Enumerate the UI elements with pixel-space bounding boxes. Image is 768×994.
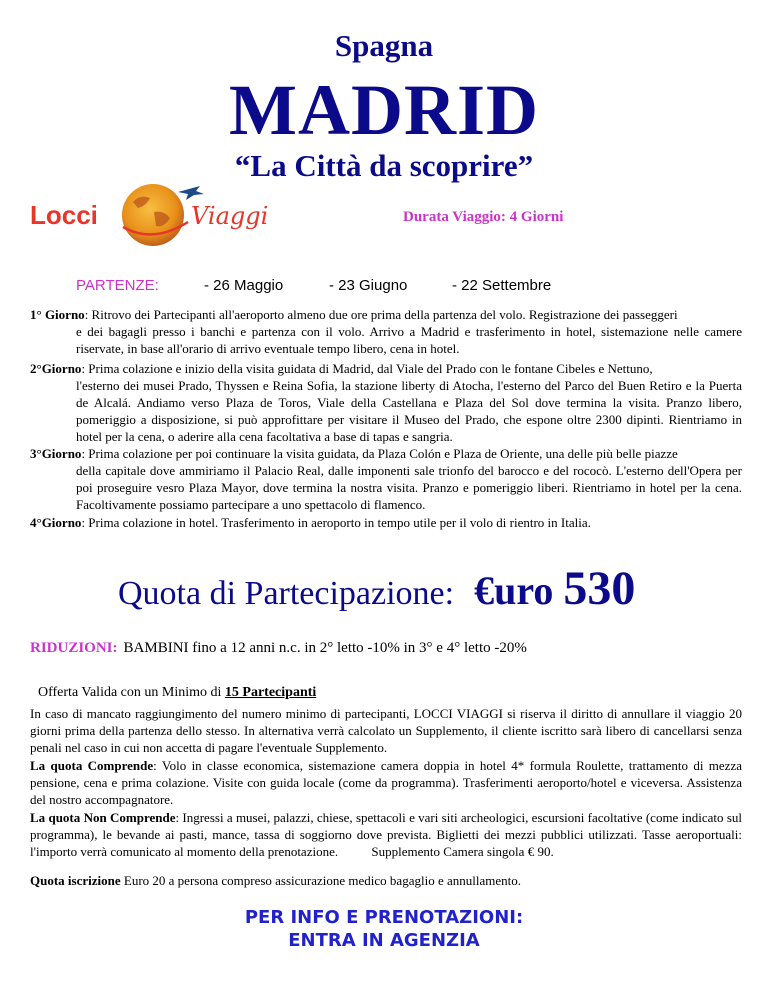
info-banner <box>0 906 768 952</box>
price-includes <box>30 757 742 808</box>
day-text-continued: e dei bagagli presso i banchi e partenza con il volo. Arrivo a Madrid e trasferimento in hotel, sistemazione nelle camere riservate, in base all'orario di arrivo eventuale tempo libero, cena in hotel. <box>76 324 742 356</box>
offer-validity <box>38 685 316 701</box>
day-text: : Ritrovo dei Partecipanti all'aeroporto almeno due ore prima della partenza del volo. Registrazione dei passeggeri <box>84 307 678 322</box>
day-label: 2°Giorno <box>30 361 82 376</box>
itinerary-day-4 <box>30 514 742 531</box>
price-currency: €uro <box>474 568 554 613</box>
price-line <box>118 561 635 616</box>
itinerary-day-1 <box>30 306 742 357</box>
registration-text: Euro 20 a persona compreso assicurazione medico bagaglio e annullamento. <box>120 873 521 888</box>
day-label: 1° Giorno <box>30 307 85 322</box>
country-title: Spagna <box>334 28 434 63</box>
includes-text: : Volo in classe economica, sistemazione camera doppia in hotel 4* formula Roulette, trattamento di mezza pensione, cena e prima colazione. Visite con guida locale (come da programma). Trasferimenti aeroporto/hotel e viceversa. Assistenza del nostro accompagnatore. <box>30 758 742 807</box>
reductions <box>30 640 527 657</box>
offer-minimum: 15 Partecipanti <box>224 685 317 700</box>
day-text-continued: della capitale dove ammiriamo il Palacio Real, dalle imponenti sale trionfo del barocco e del rococò. L'esterno dell'Opera per poi proseguire vesro Plaza Mayor, dove termina la nostra visita. Pranzo e pomeriggio liberi. Rientriamo in hotel per la cena. Facoltivamente possiamo partecipare a uno spettacolo di flamenco. <box>76 463 742 512</box>
price-amount: 530 <box>563 562 636 615</box>
globe-airplane-icon <box>28 182 273 252</box>
reductions-label: RIDUZIONI: <box>30 640 118 656</box>
logo-script-text: Viaggi <box>191 202 269 230</box>
day-text: : Prima colazione per poi continuare la visita guidata, da Plaza Colón e Plaza de Oriente, una delle più belle piazze <box>81 446 678 461</box>
offer-text: Offerta Valida con un Minimo di <box>38 685 225 700</box>
registration-label: Quota iscrizione <box>30 873 121 888</box>
logo-brand-text: Locci <box>30 200 98 230</box>
itinerary-day-3 <box>30 445 742 513</box>
excludes-text: : Ingressi a musei, palazzi, chiese, spettacoli e vari siti archeologici, escursioni facoltative (come indicato sul programma), le bevande ai pasti, mance, tassa di soggiorno dove prevista. Biglietti dei mezzi pubblici utilizzati. Tasse aeroportuali: l'importo verrà comunicato al momento della prenotazione. <box>30 810 742 859</box>
day-label: 4°Giorno <box>30 515 82 530</box>
price-excludes <box>30 809 742 860</box>
city-title: MADRID <box>229 70 539 150</box>
day-text-continued: l'esterno dei musei Prado, Thyssen e Reina Sofia, la stazione liberty di Atocha, l'esterno del Parco del Buen Retiro e la Puerta de Alcalá. Andiamo verso Plaza de Toros, Viale della Castellana e Plaza del Sol dove termina la visita. Pranzo libero, pomeriggio a disposizione, si può approfittare per visitare il Museo del Prado, che espone oltre 2300 dipinti. Rientriamo in hotel per la cena, o aderire alla cena facoltativa a base di tapas e sangria. <box>76 378 742 444</box>
departure-date: - 22 Settembre <box>452 277 552 294</box>
day-text: : Prima colazione in hotel. Trasferimento in aeroporto in tempo utile per il volo di rientro in Italia. <box>81 515 591 530</box>
registration-fee <box>30 872 742 889</box>
day-text: : Prima colazione e inizio della visita guidata di Madrid, dal Viale del Prado con le fontane Cibeles e Nettuno, <box>81 361 653 376</box>
includes-label: La quota Comprende <box>30 758 154 773</box>
trip-duration: Durata Viaggio: 4 Giorni <box>403 209 564 225</box>
tagline: “La Città da scoprire” <box>234 148 534 183</box>
reductions-text: BAMBINI fino a 12 anni n.c. in 2° letto -10% in 3° e 4° letto -20% <box>123 640 527 656</box>
departures-label: PARTENZE: <box>76 277 159 294</box>
cancellation-terms: In caso di mancato raggiungimento del numero minimo di partecipanti, LOCCI VIAGGI si riserva il diritto di annullare il viaggio 20 giorni prima della partenza dello stesso. In alternativa verrà calcolato un Supplemento, il cliente iscritto sarà libero di cancellarsi senza penali nel caso in cui non accetta di pagare l'eventuale Supplemento. <box>30 706 742 755</box>
info-line-2: ENTRA IN AGENZIA <box>288 930 480 951</box>
excludes-label: La quota Non Comprende <box>30 810 176 825</box>
info-line-1: PER INFO E PRENOTAZIONI: <box>244 907 524 928</box>
day-label: 3°Giorno <box>30 446 82 461</box>
departure-date: - 26 Maggio <box>204 277 284 294</box>
departure-date: - 23 Giugno <box>329 277 408 294</box>
locci-viaggi-logo <box>28 182 273 252</box>
price-label: Quota di Partecipazione: <box>118 575 455 612</box>
single-room-supplement: Supplemento Camera singola € 90. <box>371 844 554 859</box>
itinerary-day-2 <box>30 360 742 445</box>
